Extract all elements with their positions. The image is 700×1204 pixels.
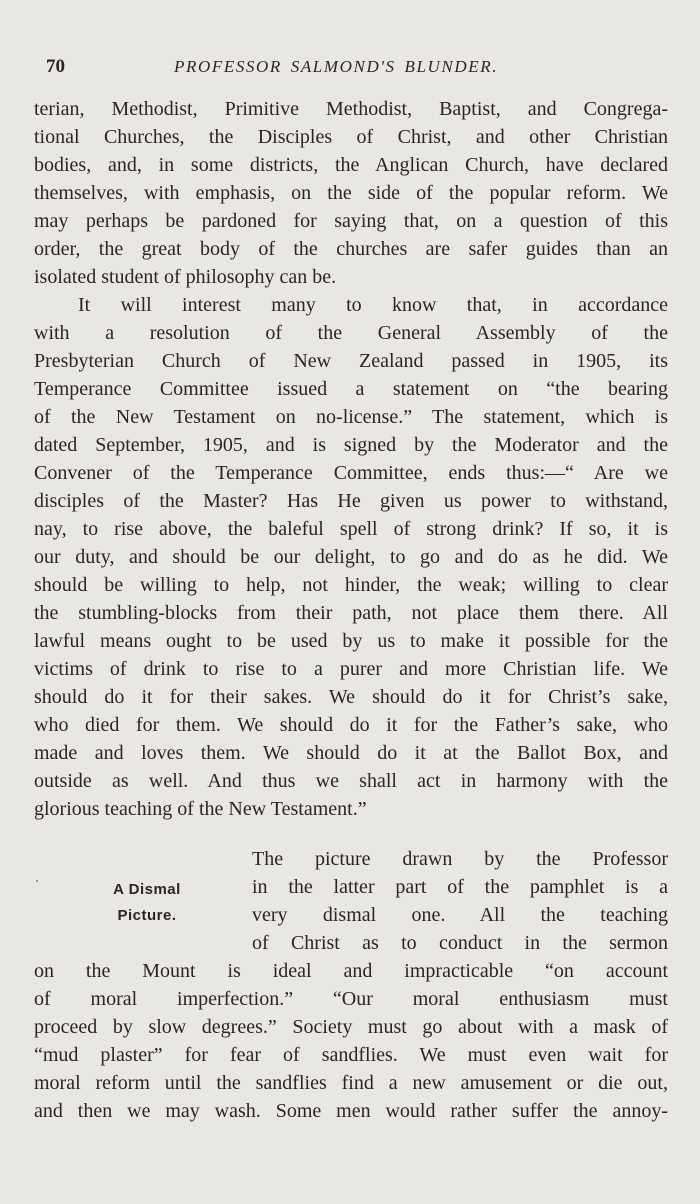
text-line: who died for them. We should do it for the Father’s sake, who (34, 714, 668, 736)
text-line: isolated student of philosophy can be. (34, 266, 337, 288)
text-line: proceed by slow degrees.” Society must go about with a mask of (34, 1016, 668, 1038)
text-line: very dismal one. All the teaching (252, 904, 668, 926)
text-line: moral reform until the sandflies find a new amusement or die out, (34, 1072, 668, 1094)
text-line: “mud plaster” for fear of sandflies. We must even wait for (34, 1044, 668, 1066)
text-line: our duty, and should be our delight, to go and do as he did. We (34, 546, 668, 568)
page-speck (36, 880, 38, 882)
page-header (46, 56, 658, 82)
text-line: of the New Testament on no-license.” The statement, which is (34, 406, 668, 428)
text-line: made and loves them. We should do it at the Ballot Box, and (34, 742, 668, 764)
text-line: themselves, with emphasis, on the side of the popular reform. We (34, 182, 668, 204)
text-line: nay, to rise above, the baleful spell of strong drink? If so, it is (34, 518, 668, 540)
text-line: of moral imperfection.” “Our moral enthusiasm must (34, 988, 668, 1010)
text-line: Presbyterian Church of New Zealand passed in 1905, its (34, 350, 668, 372)
text-line: glorious teaching of the New Testament.” (34, 798, 367, 820)
text-line: Convener of the Temperance Committee, ends thus:—“ Are we (34, 462, 668, 484)
text-line: Temperance Committee issued a statement on “the bearing (34, 378, 668, 400)
text-line: may perhaps be pardoned for saying that, on a question of this (34, 210, 668, 232)
text-line: disciples of the Master? Has He given us power to withstand, (34, 490, 668, 512)
sidenote-line: Picture. (117, 907, 177, 924)
text-line: terian, Methodist, Primitive Methodist, Baptist, and Congrega- (34, 98, 668, 120)
text-line: The picture drawn by the Professor (252, 848, 668, 870)
text-line: outside as well. And thus we shall act in harmony with the (34, 770, 668, 792)
text-line: should do it for their sakes. We should do it for Christ’s sake, (34, 686, 668, 708)
text-line: and then we may wash. Some men would rather suffer the annoy- (34, 1100, 668, 1122)
text-line: It will interest many to know that, in accordance (78, 294, 668, 316)
text-line: in the latter part of the pamphlet is a (252, 876, 668, 898)
page-number: 70 (46, 56, 65, 77)
text-line: order, the great body of the churches are safer guides than an (34, 238, 668, 260)
sidenote-line: A Dismal (113, 881, 181, 898)
text-line: dated September, 1905, and is signed by the Moderator and the (34, 434, 668, 456)
running-title: PROFESSOR SALMOND'S BLUNDER. (174, 57, 499, 76)
text-line: should be willing to help, not hinder, the weak; willing to clear (34, 574, 668, 596)
text-line: tional Churches, the Disciples of Christ, and other Christian (34, 126, 668, 148)
text-line: victims of drink to rise to a purer and more Christian life. We (34, 658, 668, 680)
text-line: with a resolution of the General Assembly of the (34, 322, 668, 344)
text-line: bodies, and, in some districts, the Anglican Church, have declared (34, 154, 668, 176)
text-line: on the Mount is ideal and impracticable “on account (34, 960, 668, 982)
text-line: the stumbling-blocks from their path, not place them there. All (34, 602, 668, 624)
text-line: lawful means ought to be used by us to make it possible for the (34, 630, 668, 652)
text-line: of Christ as to conduct in the sermon (252, 932, 668, 954)
